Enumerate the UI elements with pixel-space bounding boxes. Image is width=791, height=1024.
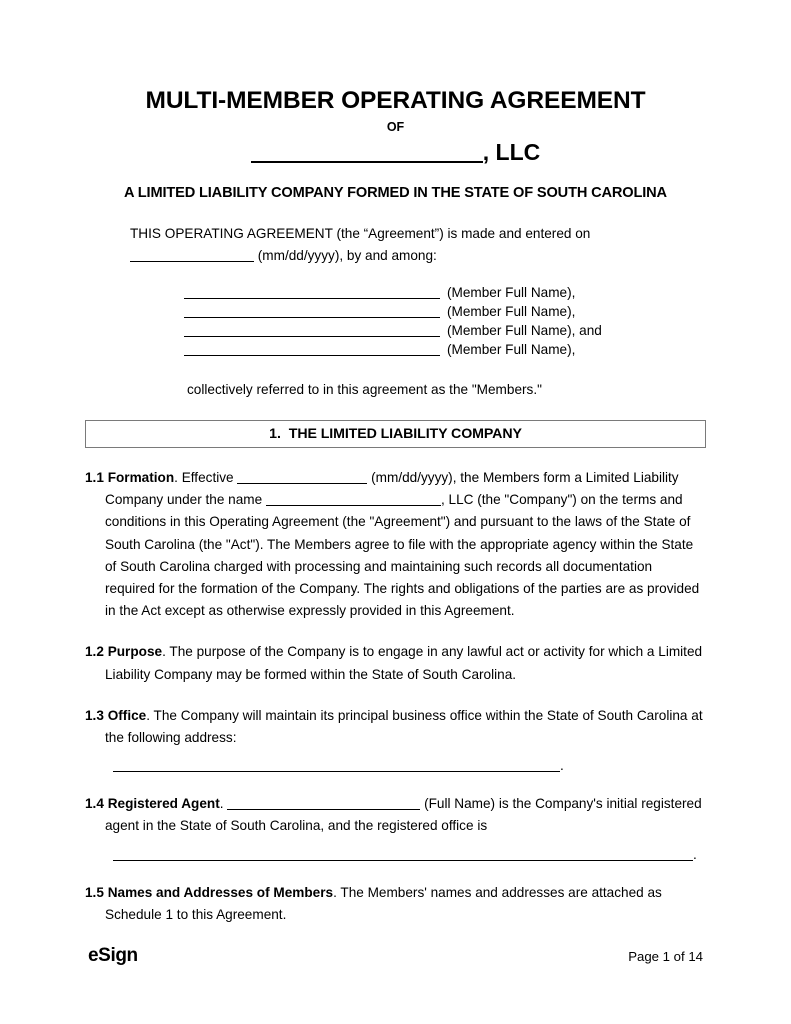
agreement-date-blank[interactable] xyxy=(130,261,254,262)
clause-number: 1.2 xyxy=(85,644,104,660)
member-label: (Member Full Name), xyxy=(447,304,576,320)
entity-name-blank[interactable] xyxy=(251,161,483,163)
clause-number: 1.1 xyxy=(85,470,104,486)
clause-text-a: . Effective xyxy=(174,470,238,486)
clause-text-a: . The purpose of the Company is to engage in any lawful act or activity for which a Limited Liability Company may be formed within the State of South Carolina. xyxy=(105,644,703,682)
clause-title: Formation xyxy=(107,470,175,486)
clause-text-a: . The Members' names and addresses are attached as Schedule 1 to this Agreement. xyxy=(105,884,662,922)
clause-1-5 xyxy=(85,882,706,926)
registered-office-row xyxy=(85,847,706,863)
title-of-label: OF xyxy=(386,120,405,135)
member-name-blank[interactable] xyxy=(184,336,440,337)
title-block xyxy=(85,88,706,202)
intro-paragraph xyxy=(85,223,706,267)
member-label: (Member Full Name), xyxy=(447,285,576,301)
clause-text-a: . xyxy=(219,796,228,812)
collectively-statement: collectively referred to in this agreement as the "Members." xyxy=(187,382,542,398)
section-heading: THE LIMITED LIABILITY COMPANY xyxy=(288,426,522,443)
list-item xyxy=(184,340,706,359)
clause-number: 1.4 xyxy=(85,796,104,812)
list-item xyxy=(184,302,706,321)
clause-title: Names and Addresses of Members xyxy=(107,884,334,900)
clause-number: 1.5 xyxy=(85,884,104,900)
section-number: 1. xyxy=(269,426,281,443)
list-item xyxy=(184,283,706,302)
page-subtitle: A LIMITED LIABILITY COMPANY FORMED IN THE STATE OF SOUTH CAROLINA xyxy=(124,185,667,202)
clause-number: 1.3 xyxy=(85,707,104,723)
effective-date-blank[interactable] xyxy=(237,483,367,484)
company-name-blank[interactable] xyxy=(266,505,441,506)
member-name-list xyxy=(85,283,706,359)
member-name-blank[interactable] xyxy=(184,317,440,318)
clause-text-a: . The Company will maintain its principal business office within the State of South Carolina at the following address: xyxy=(105,707,703,746)
clause-1-4 xyxy=(85,793,706,837)
clause-title: Registered Agent xyxy=(107,796,220,812)
page-title: MULTI-MEMBER OPERATING AGREEMENT xyxy=(145,87,646,114)
registered-agent-name-blank[interactable] xyxy=(227,809,420,810)
esign-logo: eSign xyxy=(88,945,138,966)
member-name-blank[interactable] xyxy=(184,298,440,299)
page-indicator: Page 1 of 14 xyxy=(628,948,703,964)
member-name-blank[interactable] xyxy=(184,355,440,356)
office-address-punct: . xyxy=(560,758,564,774)
clause-1-1 xyxy=(85,467,706,622)
clause-title: Office xyxy=(107,707,147,723)
clause-text-b: (mm/dd/yyyy), the Members form a Limited Liability Company under the name xyxy=(105,470,679,508)
member-label: (Member Full Name), and xyxy=(447,323,602,339)
section-header-bar xyxy=(85,420,706,448)
registered-office-blank[interactable] xyxy=(113,860,693,861)
intro-line-1: THIS OPERATING AGREEMENT (the “Agreement”) is made and entered on xyxy=(130,226,591,242)
entity-suffix: , LLC xyxy=(482,138,541,165)
office-address-row xyxy=(85,758,706,774)
member-label: (Member Full Name), xyxy=(447,342,576,358)
clause-1-2 xyxy=(85,641,706,685)
intro-line-2: (mm/dd/yyyy), by and among: xyxy=(257,248,437,264)
entity-name-line xyxy=(85,140,706,165)
clause-text-c: , LLC (the "Company") on the terms and conditions in this Operating Agreement (the "Agreement") and pursuant to the laws of the State of South Carolina (the "Act"). The Members agree to file with the appropriate agency within the State of South Carolina charged with processing and maintaining such records all documentation required for the formation of the Company. The rights and obligations of the parties are as provided in the Act except as otherwise expressly provided in this Agreement. xyxy=(105,492,700,619)
registered-office-punct: . xyxy=(693,846,697,862)
page-footer xyxy=(0,945,791,967)
clause-1-3 xyxy=(85,705,706,749)
office-address-blank[interactable] xyxy=(113,771,560,772)
list-item xyxy=(184,321,706,340)
clause-text-b: (Full Name) is the Company's initial registered agent in the State of South Carolina, and the registered office is xyxy=(105,796,702,834)
clause-title: Purpose xyxy=(107,644,163,660)
